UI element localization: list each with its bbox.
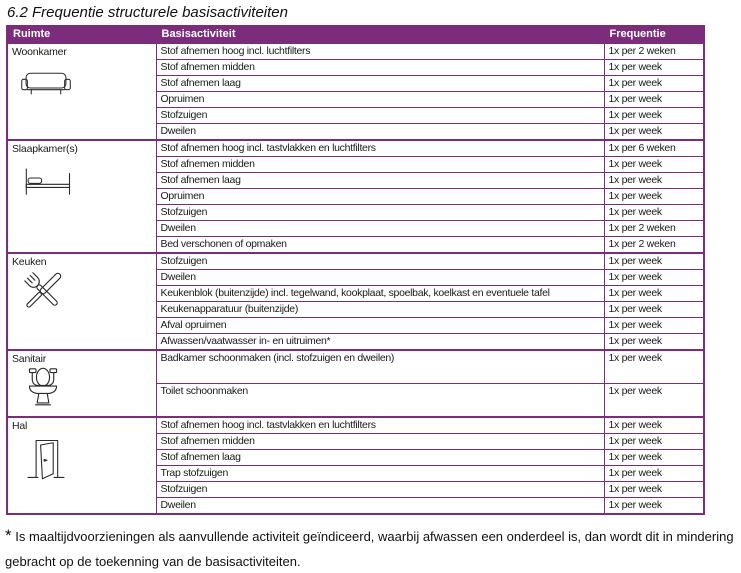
- frequency-cell: 1x per 2 weken: [604, 43, 704, 60]
- activity-cell: Stof afnemen midden: [156, 60, 604, 76]
- frequency-cell: 1x per week: [604, 334, 704, 351]
- room-cell-slaapkamers: [7, 140, 156, 253]
- cutlery-icon: [22, 270, 152, 312]
- sofa-icon: [20, 70, 152, 99]
- frequency-cell: 1x per week: [604, 108, 704, 124]
- footnote: [5, 522, 737, 573]
- frequency-cell: 1x per week: [604, 417, 704, 434]
- bed-icon: [20, 166, 152, 199]
- room-cell-keuken: [7, 253, 156, 350]
- frequency-cell: 1x per week: [604, 302, 704, 318]
- frequency-cell: 1x per week: [604, 286, 704, 302]
- frequency-cell: 1x per 6 weken: [604, 140, 704, 157]
- frequency-cell: 1x per week: [604, 350, 704, 384]
- activity-cell: Stofzuigen: [156, 253, 604, 270]
- frequency-cell: 1x per 2 weken: [604, 221, 704, 237]
- activity-cell: Dweilen: [156, 221, 604, 237]
- footnote-text: Is maaltijdvoorzieningen als aanvullende activiteit geïndiceerd, waarbij afwassen een onderdeel is, dan wordt dit in mindering gebracht op de toekenning van de basisactiviteiten.: [5, 529, 734, 569]
- footnote-asterisk: *: [5, 526, 12, 545]
- room-label: Sanitair: [12, 353, 47, 365]
- room-label: Hal: [12, 420, 28, 432]
- frequency-cell: 1x per week: [604, 318, 704, 334]
- column-header-basisactiviteit: Basisactiviteit: [156, 26, 604, 43]
- room-cell-woonkamer: [7, 43, 156, 140]
- room-label: Keuken: [12, 256, 47, 268]
- activity-cell: Badkamer schoonmaken (incl. stofzuigen en dweilen): [156, 350, 604, 384]
- activity-cell: Stof afnemen laag: [156, 173, 604, 189]
- activity-cell: Stof afnemen hoog incl. tastvlakken en luchtfilters: [156, 140, 604, 157]
- toilet-icon: [26, 366, 152, 409]
- activity-cell: Dweilen: [156, 498, 604, 515]
- document-page: [0, 4, 741, 569]
- activity-cell: Keukenblok (buitenzijde) incl. tegelwand, kookplaat, spoelbak, koelkast en eventuele tafel: [156, 286, 604, 302]
- frequency-cell: 1x per week: [604, 384, 704, 418]
- activity-cell: Opruimen: [156, 92, 604, 108]
- table-row: [7, 350, 704, 384]
- frequency-cell: 1x per week: [604, 76, 704, 92]
- table-row: [7, 253, 704, 270]
- room-cell-sanitair: [7, 350, 156, 417]
- activity-cell: Dweilen: [156, 270, 604, 286]
- frequency-cell: 1x per 2 weken: [604, 237, 704, 254]
- activity-cell: Afwassen/vaatwasser in- en uitruimen*: [156, 334, 604, 351]
- activity-cell: Stof afnemen midden: [156, 434, 604, 450]
- activity-cell: Stofzuigen: [156, 205, 604, 221]
- column-header-ruimte: Ruimte: [7, 26, 156, 43]
- table-body: [7, 43, 704, 514]
- table-header: [7, 26, 704, 43]
- room-label: Woonkamer: [12, 46, 67, 58]
- activity-cell: Stof afnemen hoog incl. luchtfilters: [156, 43, 604, 60]
- activity-cell: Stof afnemen hoog incl. tastvlakken en luchtfilters: [156, 417, 604, 434]
- page-title: 6.2 Frequentie structurele basisactiviteiten: [7, 4, 288, 21]
- frequency-cell: 1x per week: [604, 466, 704, 482]
- table-row: [7, 43, 704, 60]
- table-row: [7, 417, 704, 434]
- activity-cell: Dweilen: [156, 124, 604, 141]
- activity-cell: Stof afnemen midden: [156, 157, 604, 173]
- activity-cell: Keukenapparatuur (buitenzijde): [156, 302, 604, 318]
- activity-cell: Opruimen: [156, 189, 604, 205]
- room-label: Slaapkamer(s): [12, 143, 78, 155]
- frequency-cell: 1x per week: [604, 450, 704, 466]
- frequency-cell: 1x per week: [604, 60, 704, 76]
- frequency-cell: 1x per week: [604, 205, 704, 221]
- frequency-cell: 1x per week: [604, 173, 704, 189]
- column-header-frequentie: Frequentie: [604, 26, 704, 43]
- table-row: [7, 140, 704, 157]
- activity-cell: Trap stofzuigen: [156, 466, 604, 482]
- door-icon: [24, 436, 152, 481]
- room-cell-hal: [7, 417, 156, 514]
- frequency-table: [6, 25, 705, 515]
- activity-cell: Bed verschonen of opmaken: [156, 237, 604, 254]
- frequency-cell: 1x per week: [604, 253, 704, 270]
- frequency-cell: 1x per week: [604, 92, 704, 108]
- frequency-cell: 1x per week: [604, 189, 704, 205]
- activity-cell: Afval opruimen: [156, 318, 604, 334]
- frequency-cell: 1x per week: [604, 124, 704, 141]
- activity-cell: Stof afnemen laag: [156, 76, 604, 92]
- activity-cell: Stofzuigen: [156, 482, 604, 498]
- frequency-cell: 1x per week: [604, 498, 704, 515]
- activity-cell: Stof afnemen laag: [156, 450, 604, 466]
- frequency-cell: 1x per week: [604, 434, 704, 450]
- frequency-cell: 1x per week: [604, 482, 704, 498]
- frequency-cell: 1x per week: [604, 270, 704, 286]
- frequency-cell: 1x per week: [604, 157, 704, 173]
- activity-cell: Stofzuigen: [156, 108, 604, 124]
- activity-cell: Toilet schoonmaken: [156, 384, 604, 418]
